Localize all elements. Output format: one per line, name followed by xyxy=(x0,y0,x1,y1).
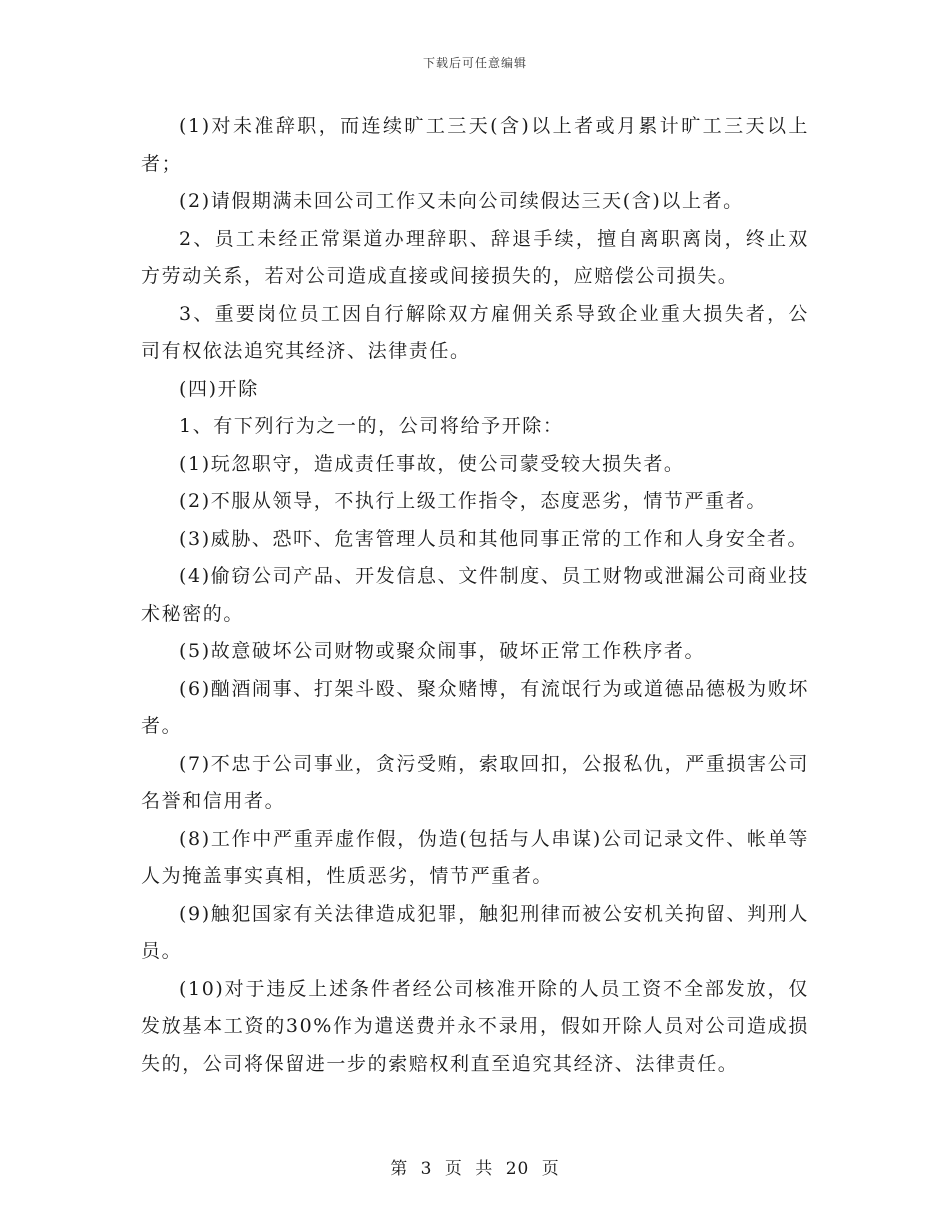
page-header: 下载后可任意编辑 xyxy=(422,56,527,70)
document-body xyxy=(141,108,809,1083)
paragraph: 3、重要岗位员工因自行解除双方雇佣关系导致企业重大损失者，公司有权依法追究其经济、法律责任。 xyxy=(141,302,809,362)
paragraph: (2)不服从领导，不执行上级工作指令，态度恶劣，情节严重者。 xyxy=(179,490,767,512)
paragraph: (10)对于违反上述条件者经公司核准开除的人员工资不全部发放，仅发放基本工资的30%作为遣送费并永不录用，假如开除人员对公司造成损失的，公司将保留进一步的索赔权利直至追究其经济、法律责任。 xyxy=(141,977,809,1075)
paragraph: (3)威胁、恐吓、危害管理人员和其他同事正常的工作和人身安全者。 xyxy=(179,527,809,550)
section-heading: (四)开除 xyxy=(179,377,259,400)
paragraph: (1)玩忽职守，造成责任事故，使公司蒙受较大损失者。 xyxy=(179,452,685,475)
paragraph: (1)对未准辞职，而连续旷工三天(含)以上者或月累计旷工三天以上者； xyxy=(141,115,809,175)
paragraph: (8)工作中严重弄虚作假，伪造(包括与人串谋)公司记录文件、帐单等人为掩盖事实真相，性质恶劣，情节严重者。 xyxy=(141,827,809,887)
paragraph: 1、有下列行为之一的，公司将给予开除： xyxy=(179,415,564,437)
paragraph: (9)触犯国家有关法律造成犯罪，触犯刑律而被公安机关拘留、判刑人员。 xyxy=(141,902,809,962)
paragraph: (4)偷窃公司产品、开发信息、文件制度、员工财物或泄漏公司商业技术秘密的。 xyxy=(141,565,809,625)
paragraph: (5)故意破坏公司财物或聚众闹事，破坏正常工作秩序者。 xyxy=(179,640,706,662)
paragraph: (6)酗酒闹事、打架斗殴、聚众赌博，有流氓行为或道德品德极为败坏者。 xyxy=(141,677,809,737)
paragraph: (7)不忠于公司事业，贪污受贿，索取回扣，公报私仇，严重损害公司名誉和信用者。 xyxy=(141,752,809,812)
paragraph: 2、员工未经正常渠道办理辞职、辞退手续，擅自离职离岗，终止双方劳动关系，若对公司造成直接或间接损失的，应赔偿公司损失。 xyxy=(141,227,809,287)
page-number: 第 3 页 共 20 页 xyxy=(390,1159,560,1179)
paragraph: (2)请假期满未回公司工作又未向公司续假达三天(含)以上者。 xyxy=(179,190,744,212)
